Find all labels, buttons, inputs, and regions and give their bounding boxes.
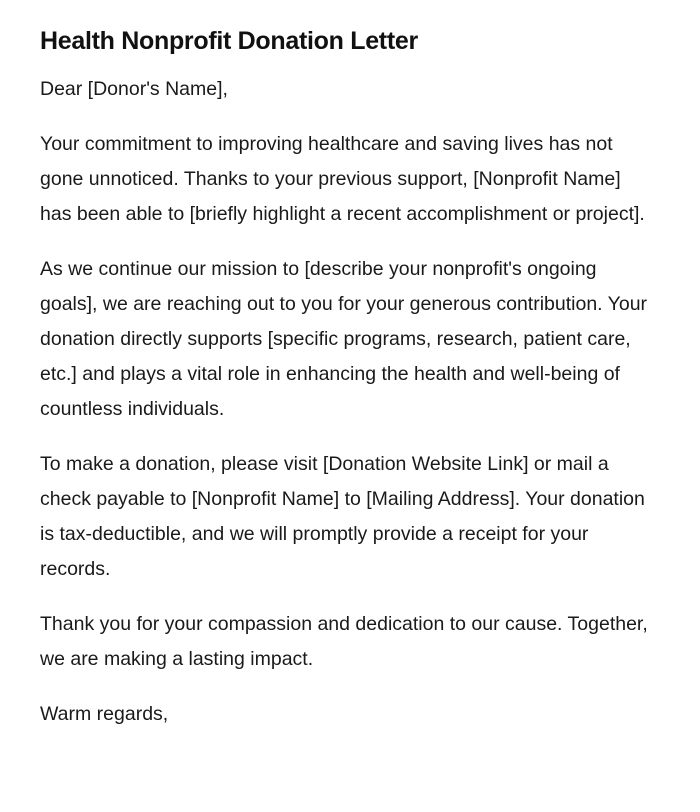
- letter-paragraph-intro: Your commitment to improving healthcare and saving lives has not gone unnoticed. Thanks to your previous support, [Nonprofit Name] has been able to [briefly highlight a recent accomplishment or project].: [40, 133, 645, 225]
- letter-paragraph-donation-instructions: To make a donation, please visit [Donation Website Link] or mail a check payable to [Nonprofit Name] to [Mailing Address]. Your donation is tax-deductible, and we will promptly provide a receipt for your records.: [40, 453, 645, 580]
- letter-paragraph-thanks: Thank you for your compassion and dedication to our cause. Together, we are making a lasting impact.: [40, 613, 648, 670]
- letter-closing: Warm regards,: [40, 703, 169, 725]
- letter-paragraph-mission: As we continue our mission to [describe your nonprofit's ongoing goals], we are reaching out to you for your generous contribution. Your donation directly supports [specific programs, research, patient care, etc.] and plays a vital role in enhancing the health and well-being of countless individuals.: [40, 258, 648, 420]
- letter-salutation: Dear [Donor's Name],: [40, 78, 228, 100]
- letter-title: Health Nonprofit Donation Letter: [40, 27, 418, 55]
